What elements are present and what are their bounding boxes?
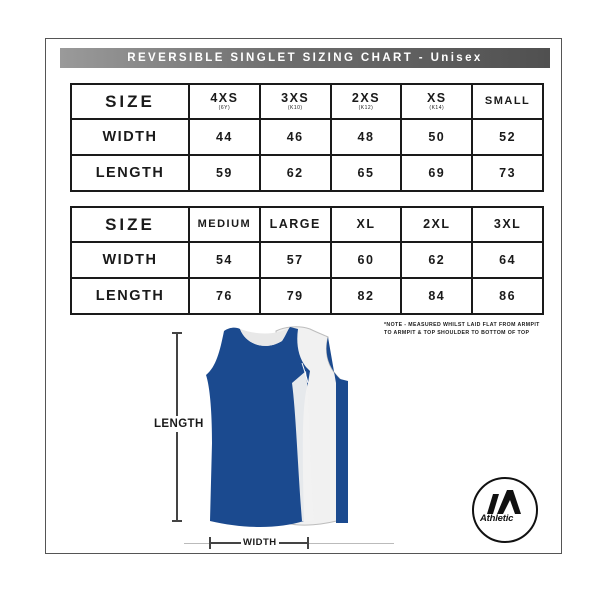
size-name: 2XS	[351, 90, 381, 105]
length-dimension-label: LENGTH	[154, 418, 204, 430]
size-header-cell: 3XL	[472, 207, 543, 242]
size-table-2	[70, 206, 544, 315]
athletic-logo-text: Athletic	[480, 513, 514, 524]
size-header-cell: XL	[331, 207, 402, 242]
size-age: (K14)	[429, 105, 445, 112]
width-dimension-label: WIDTH	[243, 537, 277, 548]
length-row	[71, 155, 543, 191]
size-table-1	[70, 83, 544, 192]
width-value: 44	[189, 119, 260, 155]
sizing-chart-frame	[45, 38, 562, 554]
size-name: 3XS	[281, 90, 310, 105]
length-value: 59	[189, 155, 260, 191]
width-value: 48	[331, 119, 402, 155]
length-value: 76	[189, 278, 260, 314]
size-header-cell: LARGE	[260, 207, 331, 242]
row-label-size: SIZE	[71, 207, 189, 242]
size-age: (K12)	[358, 105, 374, 112]
row-label-width: WIDTH	[71, 242, 189, 278]
length-value: 69	[401, 155, 472, 191]
length-value: 84	[401, 278, 472, 314]
width-value: 60	[331, 242, 402, 278]
length-row	[71, 278, 543, 314]
row-label-length: LENGTH	[71, 155, 189, 191]
size-header-cell	[472, 84, 543, 119]
size-name: SMALL	[484, 95, 531, 107]
size-header-cell	[260, 84, 331, 119]
note-line: TO ARMPIT & TOP SHOULDER TO BOTTOM OF TOP	[384, 329, 530, 336]
width-value: 57	[260, 242, 331, 278]
note-line: *NOTE - MEASURED WHILST LAID FLAT FROM ARMPIT	[384, 322, 540, 328]
length-value: 65	[331, 155, 402, 191]
size-header-cell	[189, 84, 260, 119]
width-value: 52	[472, 119, 543, 155]
width-row	[71, 119, 543, 155]
length-value: 82	[331, 278, 402, 314]
reversible-singlet-image	[206, 323, 356, 528]
chart-title: REVERSIBLE SINGLET SIZING CHART - Unisex	[60, 48, 550, 68]
size-name: 4XS	[210, 90, 239, 105]
length-value: 73	[472, 155, 543, 191]
singlet-navy-side	[206, 327, 310, 527]
athletic-logo-icon	[471, 476, 539, 544]
width-row	[71, 242, 543, 278]
width-value: 50	[401, 119, 472, 155]
size-header-row	[71, 84, 543, 119]
row-label-size: SIZE	[71, 84, 189, 119]
size-age: (6Y)	[218, 105, 231, 112]
length-value: 79	[260, 278, 331, 314]
measurement-note	[384, 322, 566, 338]
size-header-row	[71, 207, 543, 242]
length-value: 62	[260, 155, 331, 191]
size-name: XS	[426, 90, 447, 105]
row-label-width: WIDTH	[71, 119, 189, 155]
length-value: 86	[472, 278, 543, 314]
size-header-cell: 2XL	[401, 207, 472, 242]
size-header-cell	[401, 84, 472, 119]
size-age: (K10)	[287, 105, 303, 112]
width-value: 46	[260, 119, 331, 155]
row-label-length: LENGTH	[71, 278, 189, 314]
width-value: 62	[401, 242, 472, 278]
width-value: 64	[472, 242, 543, 278]
size-header-cell	[331, 84, 402, 119]
width-value: 54	[189, 242, 260, 278]
size-header-cell: MEDIUM	[189, 207, 260, 242]
